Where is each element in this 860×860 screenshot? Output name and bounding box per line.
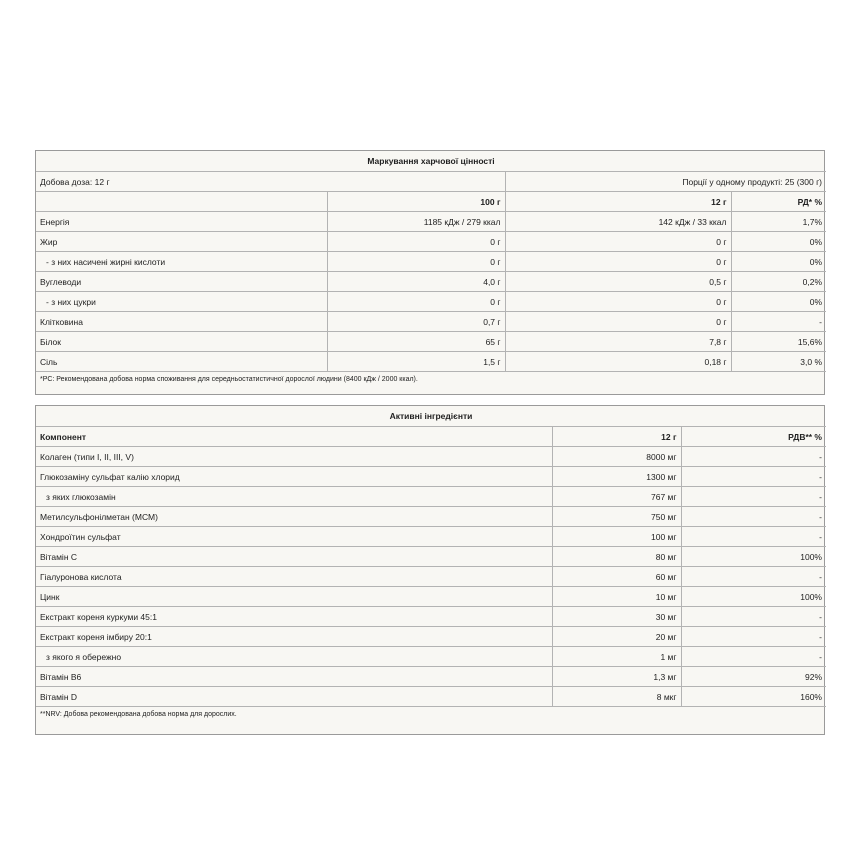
ingredient-amount: 100 мг [552, 527, 681, 547]
table-row [36, 587, 826, 607]
ingredient-rdv: - [681, 507, 826, 527]
table-row [36, 252, 826, 272]
header-rdv: РДВ** % [681, 427, 826, 447]
table-row [36, 667, 826, 687]
ingredient-name: Гіалуронова кислота [36, 567, 552, 587]
header-amount: 12 г [552, 427, 681, 447]
table-row [36, 647, 826, 667]
ingredient-name: Вітамін D [36, 687, 552, 707]
table-row [36, 352, 826, 372]
value-per-12g: 0 г [505, 312, 731, 332]
ingredient-rdv: - [681, 567, 826, 587]
nutrient-name: - з них цукри [36, 292, 327, 312]
table-row [36, 487, 826, 507]
ingredient-name: Колаген (типи I, II, III, V) [36, 447, 552, 467]
table-row [36, 332, 826, 352]
nutrition-title: Маркування харчової цінності [36, 151, 826, 172]
ingredient-amount: 80 мг [552, 547, 681, 567]
nutrition-footnote: *РС: Рекомендована добова норма споживання для середньостатистичної дорослої людини (8400 кДж / 2000 ккал). [36, 372, 826, 388]
table-row [36, 547, 826, 567]
ingredient-rdv: - [681, 607, 826, 627]
value-per-100g: 0 г [327, 252, 505, 272]
ingredient-rdv: 100% [681, 547, 826, 567]
nutrition-facts-panel [35, 150, 825, 395]
ingredient-amount: 750 мг [552, 507, 681, 527]
servings-per-product: Порції у одному продукті: 25 (300 г) [505, 172, 826, 192]
ingredient-amount: 1300 мг [552, 467, 681, 487]
value-rd: 1,7% [731, 212, 826, 232]
ingredient-rdv: - [681, 467, 826, 487]
ingredient-rdv: - [681, 447, 826, 467]
nutrient-name: Енергія [36, 212, 327, 232]
table-row [36, 687, 826, 707]
value-rd: 0% [731, 292, 826, 312]
value-rd: 0% [731, 232, 826, 252]
table-row [36, 292, 826, 312]
table-row [36, 567, 826, 587]
value-rd: 15,6% [731, 332, 826, 352]
header-per-100g: 100 г [327, 192, 505, 212]
value-per-12g: 0 г [505, 292, 731, 312]
ingredient-rdv: - [681, 487, 826, 507]
value-per-12g: 0 г [505, 252, 731, 272]
ingredient-name: Метилсульфонілметан (МСМ) [36, 507, 552, 527]
header-per-12g: 12 г [505, 192, 731, 212]
ingredient-rdv: - [681, 627, 826, 647]
table-row [36, 212, 826, 232]
value-rd: 0% [731, 252, 826, 272]
nutrient-name: Вуглеводи [36, 272, 327, 292]
value-per-100g: 4,0 г [327, 272, 505, 292]
active-ingredients-panel [35, 405, 825, 735]
active-title: Активні інгредієнти [36, 406, 826, 427]
table-row [36, 467, 826, 487]
nutrient-name: Клітковина [36, 312, 327, 332]
ingredient-amount: 1,3 мг [552, 667, 681, 687]
ingredient-rdv: 160% [681, 687, 826, 707]
value-rd: - [731, 312, 826, 332]
table-row [36, 607, 826, 627]
ingredient-rdv: - [681, 527, 826, 547]
ingredient-amount: 30 мг [552, 607, 681, 627]
value-per-100g: 1,5 г [327, 352, 505, 372]
value-rd: 3,0 % [731, 352, 826, 372]
table-row [36, 312, 826, 332]
active-ingredients-table [36, 406, 826, 722]
ingredient-amount: 8 мкг [552, 687, 681, 707]
ingredient-name: Екстракт кореня імбиру 20:1 [36, 627, 552, 647]
ingredient-rdv: 92% [681, 667, 826, 687]
nutrient-name: Сіль [36, 352, 327, 372]
daily-dose: Добова доза: 12 г [36, 172, 505, 192]
table-row [36, 232, 826, 252]
header-rd: РД* % [731, 192, 826, 212]
ingredient-rdv: 100% [681, 587, 826, 607]
nutrient-name: - з них насичені жирні кислоти [36, 252, 327, 272]
value-per-12g: 0 г [505, 232, 731, 252]
header-empty [36, 192, 327, 212]
table-row [36, 527, 826, 547]
value-per-100g: 0 г [327, 232, 505, 252]
value-rd: 0,2% [731, 272, 826, 292]
nutrition-table [36, 151, 826, 387]
value-per-100g: 1185 кДж / 279 ккал [327, 212, 505, 232]
ingredient-name: з яких глюкозамін [36, 487, 552, 507]
ingredient-name: Глюкозаміну сульфат калію хлорид [36, 467, 552, 487]
ingredient-name: Вітамін В6 [36, 667, 552, 687]
ingredient-name: Цинк [36, 587, 552, 607]
header-component: Компонент [36, 427, 552, 447]
value-per-12g: 0,5 г [505, 272, 731, 292]
ingredient-rdv: - [681, 647, 826, 667]
ingredient-name: з якого я обережно [36, 647, 552, 667]
ingredient-name: Вітамін С [36, 547, 552, 567]
active-footnote: **NRV: Добова рекомендована добова норма для дорослих. [36, 707, 826, 723]
value-per-12g: 142 кДж / 33 ккал [505, 212, 731, 232]
table-row [36, 507, 826, 527]
value-per-12g: 0,18 г [505, 352, 731, 372]
value-per-100g: 0,7 г [327, 312, 505, 332]
ingredient-name: Хондроїтин сульфат [36, 527, 552, 547]
ingredient-amount: 10 мг [552, 587, 681, 607]
ingredient-amount: 1 мг [552, 647, 681, 667]
ingredient-amount: 767 мг [552, 487, 681, 507]
ingredient-name: Екстракт кореня куркуми 45:1 [36, 607, 552, 627]
ingredient-amount: 20 мг [552, 627, 681, 647]
table-row [36, 272, 826, 292]
nutrient-name: Білок [36, 332, 327, 352]
value-per-100g: 65 г [327, 332, 505, 352]
ingredient-amount: 8000 мг [552, 447, 681, 467]
table-row [36, 447, 826, 467]
value-per-100g: 0 г [327, 292, 505, 312]
value-per-12g: 7,8 г [505, 332, 731, 352]
nutrient-name: Жир [36, 232, 327, 252]
table-row [36, 627, 826, 647]
ingredient-amount: 60 мг [552, 567, 681, 587]
